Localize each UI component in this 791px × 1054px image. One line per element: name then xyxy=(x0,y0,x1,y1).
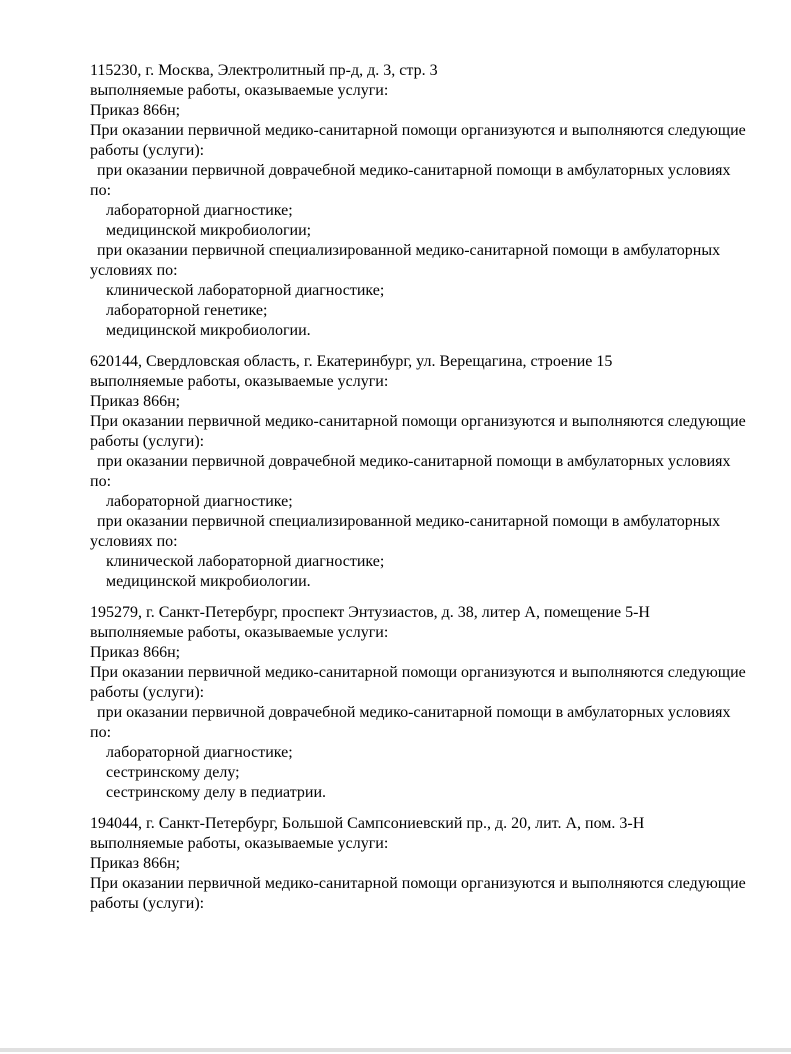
text-line: выполняемые работы, оказываемые услуги: xyxy=(90,624,389,641)
address-block-location-194044 xyxy=(90,814,755,914)
text-line: при оказании первичной специализированной медико-санитарной помощи в амбулаторных xyxy=(97,513,721,530)
text-line: работы (услуги): xyxy=(90,684,205,701)
text-line: сестринскому делу; xyxy=(106,764,240,781)
text-line: при оказании первичной доврачебной медико-санитарной помощи в амбулаторных условиях xyxy=(97,704,731,721)
text-line: условиях по: xyxy=(90,262,178,279)
text-line: При оказании первичной медико-санитарной помощи организуются и выполняются следующие xyxy=(90,413,746,430)
text-line: клинической лабораторной диагностике; xyxy=(106,282,385,299)
horizontal-scrollbar[interactable] xyxy=(0,1048,791,1052)
text-line: Приказ 866н; xyxy=(90,393,181,410)
text-line: При оказании первичной медико-санитарной помощи организуются и выполняются следующие xyxy=(90,122,746,139)
text-line: При оказании первичной медико-санитарной помощи организуются и выполняются следующие xyxy=(90,664,746,681)
text-line: лабораторной диагностике; xyxy=(106,744,293,761)
text-line: по: xyxy=(90,724,112,741)
text-line: выполняемые работы, оказываемые услуги: xyxy=(90,373,389,390)
text-line: при оказании первичной доврачебной медико-санитарной помощи в амбулаторных условиях xyxy=(97,453,731,470)
text-line: работы (услуги): xyxy=(90,433,205,450)
text-line: при оказании первичной специализированной медико-санитарной помощи в амбулаторных xyxy=(97,242,721,259)
text-line: работы (услуги): xyxy=(90,142,205,159)
text-line: при оказании первичной доврачебной медико-санитарной помощи в амбулаторных условиях xyxy=(97,162,731,179)
address-line: 194044, г. Санкт-Петербург, Большой Сампсониевский пр., д. 20, лит. А, пом. 3-Н xyxy=(90,815,645,832)
text-line: выполняемые работы, оказываемые услуги: xyxy=(90,82,389,99)
text-line: медицинской микробиологии; xyxy=(106,222,312,239)
document-body xyxy=(90,61,755,914)
address-block-location-115230 xyxy=(90,61,755,341)
text-line: медицинской микробиологии. xyxy=(106,322,311,339)
text-line: Приказ 866н; xyxy=(90,102,181,119)
address-block-location-620144 xyxy=(90,352,755,592)
text-line: При оказании первичной медико-санитарной помощи организуются и выполняются следующие xyxy=(90,875,746,892)
text-line: лабораторной диагностике; xyxy=(106,493,293,510)
text-line: по: xyxy=(90,473,112,490)
text-line: работы (услуги): xyxy=(90,895,205,912)
text-line: Приказ 866н; xyxy=(90,644,181,661)
text-line: сестринскому делу в педиатрии. xyxy=(106,784,327,801)
text-line: клинической лабораторной диагностике; xyxy=(106,553,385,570)
text-line: лабораторной генетике; xyxy=(106,302,268,319)
address-block-location-195279 xyxy=(90,603,755,803)
text-line: по: xyxy=(90,182,112,199)
text-line: Приказ 866н; xyxy=(90,855,181,872)
text-line: выполняемые работы, оказываемые услуги: xyxy=(90,835,389,852)
text-line: медицинской микробиологии. xyxy=(106,573,311,590)
address-line: 620144, Свердловская область, г. Екатеринбург, ул. Верещагина, строение 15 xyxy=(90,353,613,370)
address-line: 115230, г. Москва, Электролитный пр-д, д. 3, стр. 3 xyxy=(90,62,438,79)
text-line: лабораторной диагностике; xyxy=(106,202,293,219)
address-line: 195279, г. Санкт-Петербург, проспект Энтузиастов, д. 38, литер А, помещение 5-Н xyxy=(90,604,650,621)
text-line: условиях по: xyxy=(90,533,178,550)
